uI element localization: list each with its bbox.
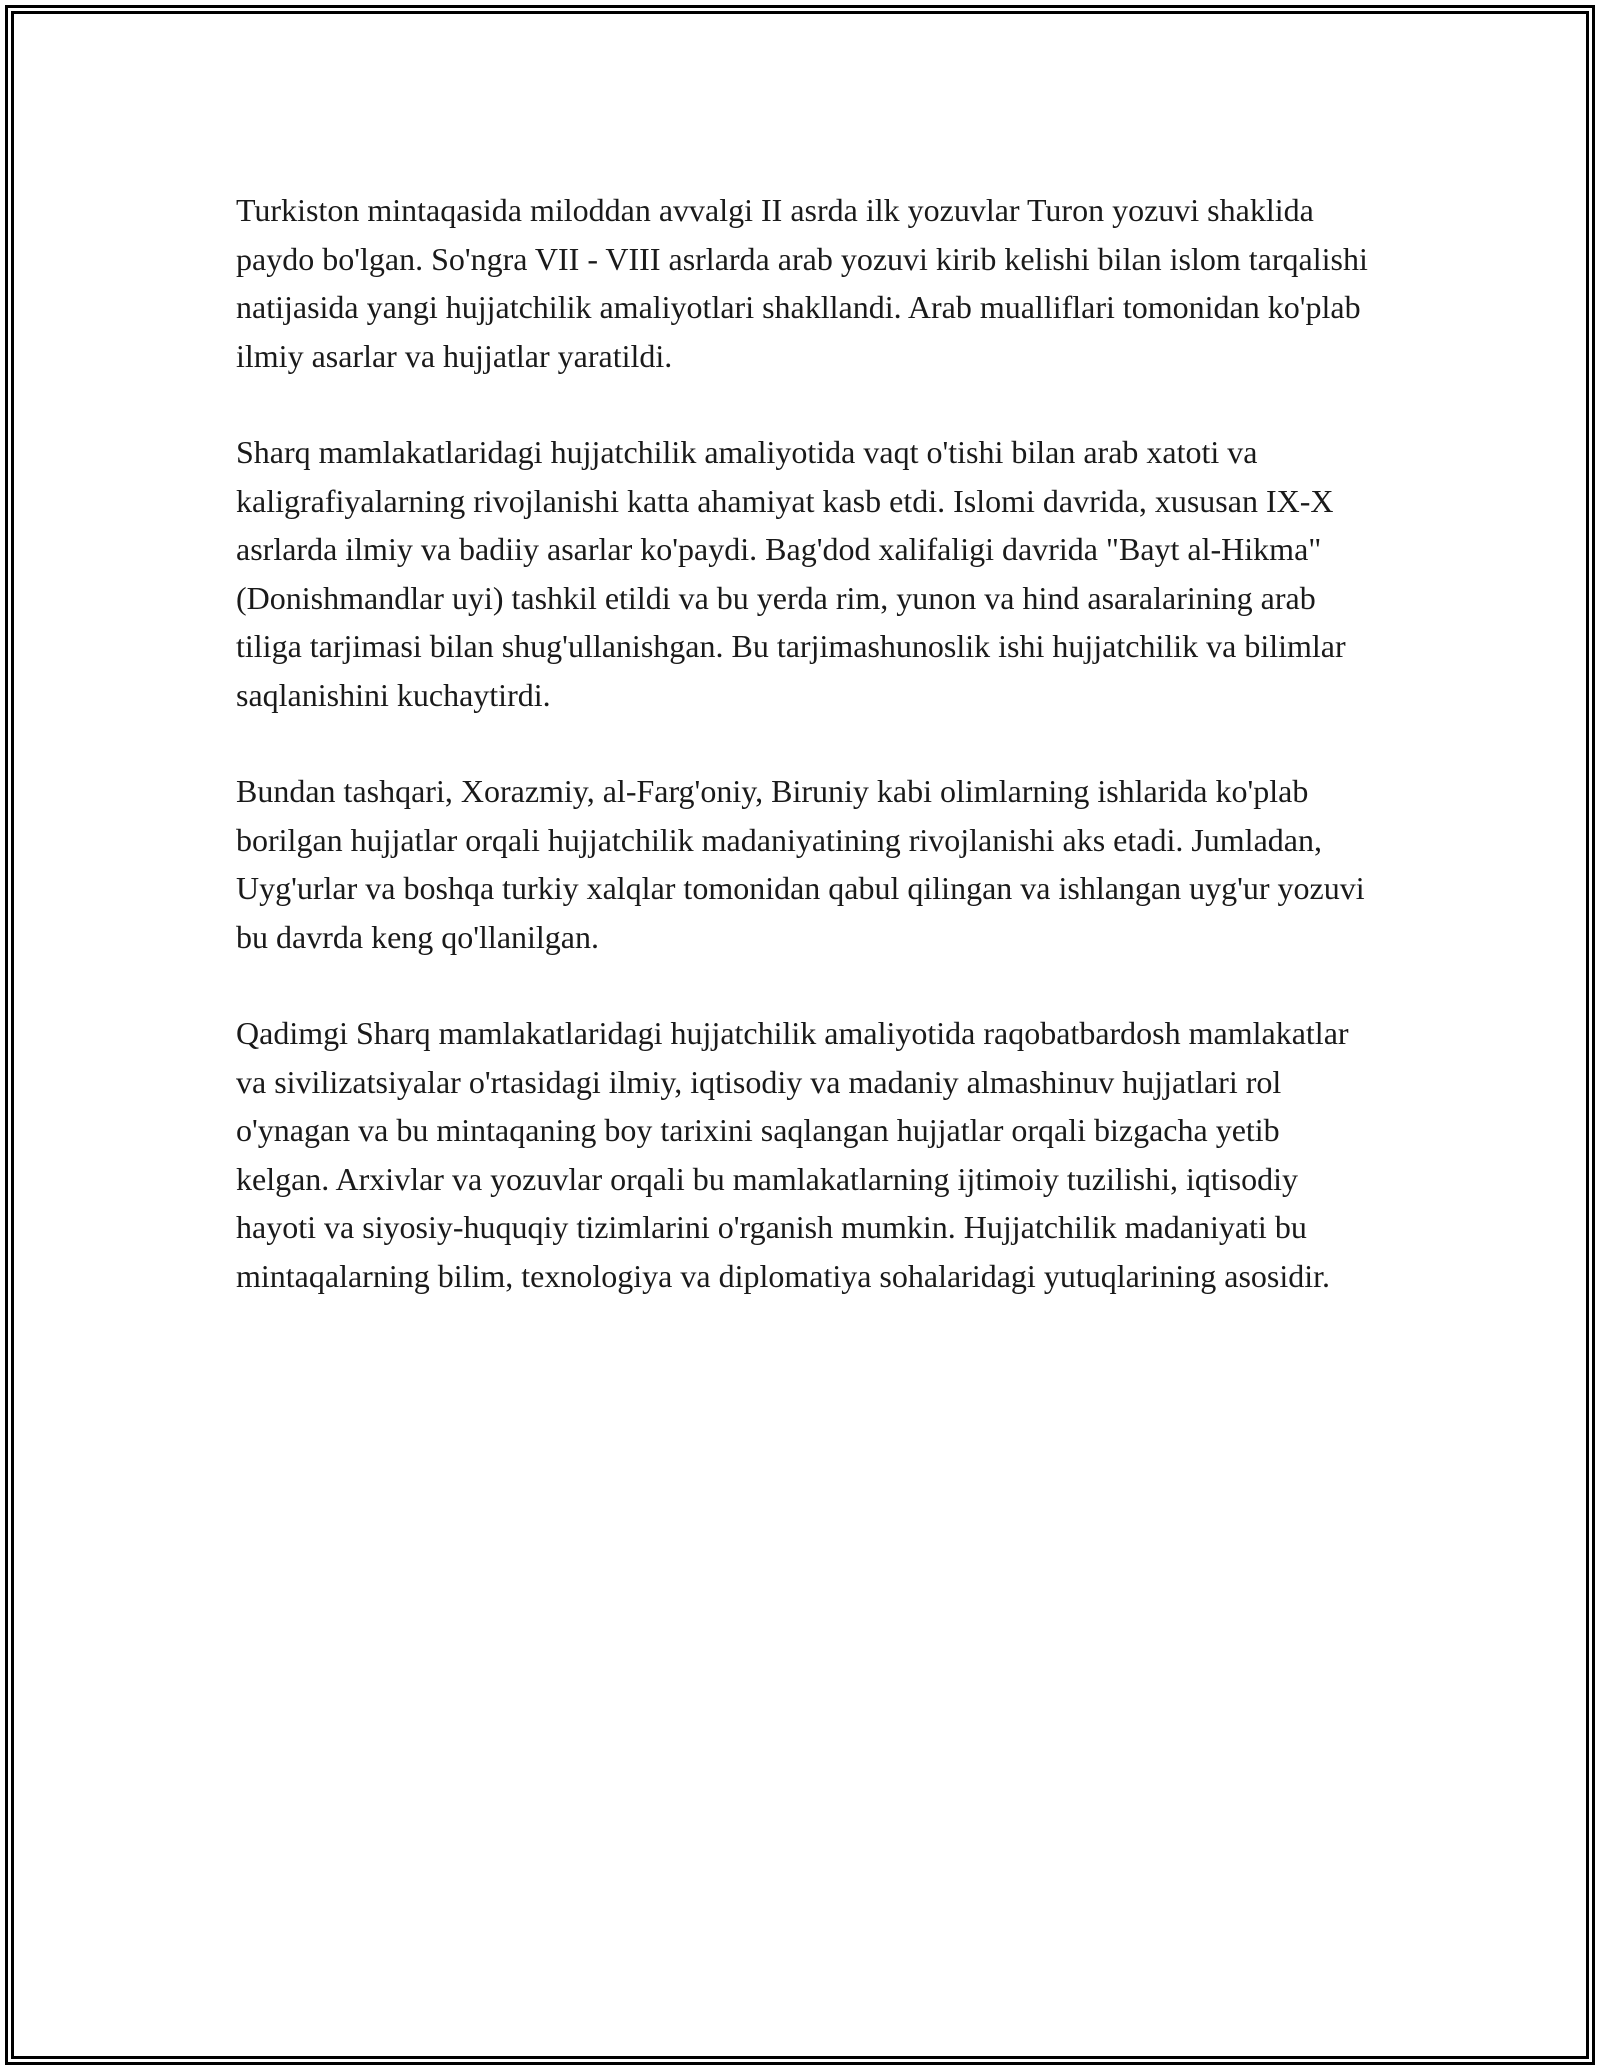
paragraph-4: Qadimgi Sharq mamlakatlaridagi hujjatchilik amaliyotida raqobatbardosh mamlakatlar va sivilizatsiyalar o'rtasidagi ilmiy, iqtisodiy va madaniy almashinuv hujjatlari rol o'ynagan va bu mintaqaning boy tarixini saqlangan hujjatlar orqali bizgacha yetib kelgan. Arxivlar va yozuvlar orqali bu mamlakatlarning ijtimoiy tuzilishi, iqtisodiy hayoti va siyosiy-huquqiy tizimlarini o'rganish mumkin. Hujjatchilik madaniyati bu mintaqalarning bilim, texnologiya va diplomatiya sohalaridagi yutuqlarining asosidir. [236, 1015, 1349, 1294]
paragraph-3: Bundan tashqari, Xorazmiy, al-Farg'oniy, Biruniy kabi olimlarning ishlarida ko'plab borilgan hujjatlar orqali hujjatchilik madaniyatining rivojlanishi aks etadi. Jumladan, Uyg'urlar va boshqa turkiy xalqlar tomonidan qabul qilingan va ishlangan uyg'ur yozuvi bu davrda keng qo'llanilgan. [236, 773, 1365, 955]
document-body [236, 186, 1376, 1348]
paragraph-2: Sharq mamlakatlaridagi hujjatchilik amaliyotida vaqt o'tishi bilan arab xatoti va kaligrafiyalarning rivojlanishi katta ahamiyat kasb etdi. Islomi davrida, xususan IX-X asrlarda ilmiy va badiiy asarlar ko'paydi. Bag'dod xalifaligi davrida "Bayt al-Hikma" (Donishmandlar uyi) tashkil etildi va bu yerda rim, yunon va hind asaralarining arab tiliga tarjimasi bilan shug'ullanishgan. Bu tarjimashunoslik ishi hujjatchilik va bilimlar saqlanishini kuchaytirdi. [236, 434, 1346, 713]
paragraph-1: Turkiston mintaqasida miloddan avvalgi II asrda ilk yozuvlar Turon yozuvi shaklida paydo bo'lgan. So'ngra VII - VIII asrlarda arab yozuvi kirib kelishi bilan islom tarqalishi natijasida yangi hujjatchilik amaliyotlari shakllandi. Arab mualliflari tomonidan ko'plab ilmiy asarlar va hujjatlar yaratildi. [236, 192, 1368, 374]
